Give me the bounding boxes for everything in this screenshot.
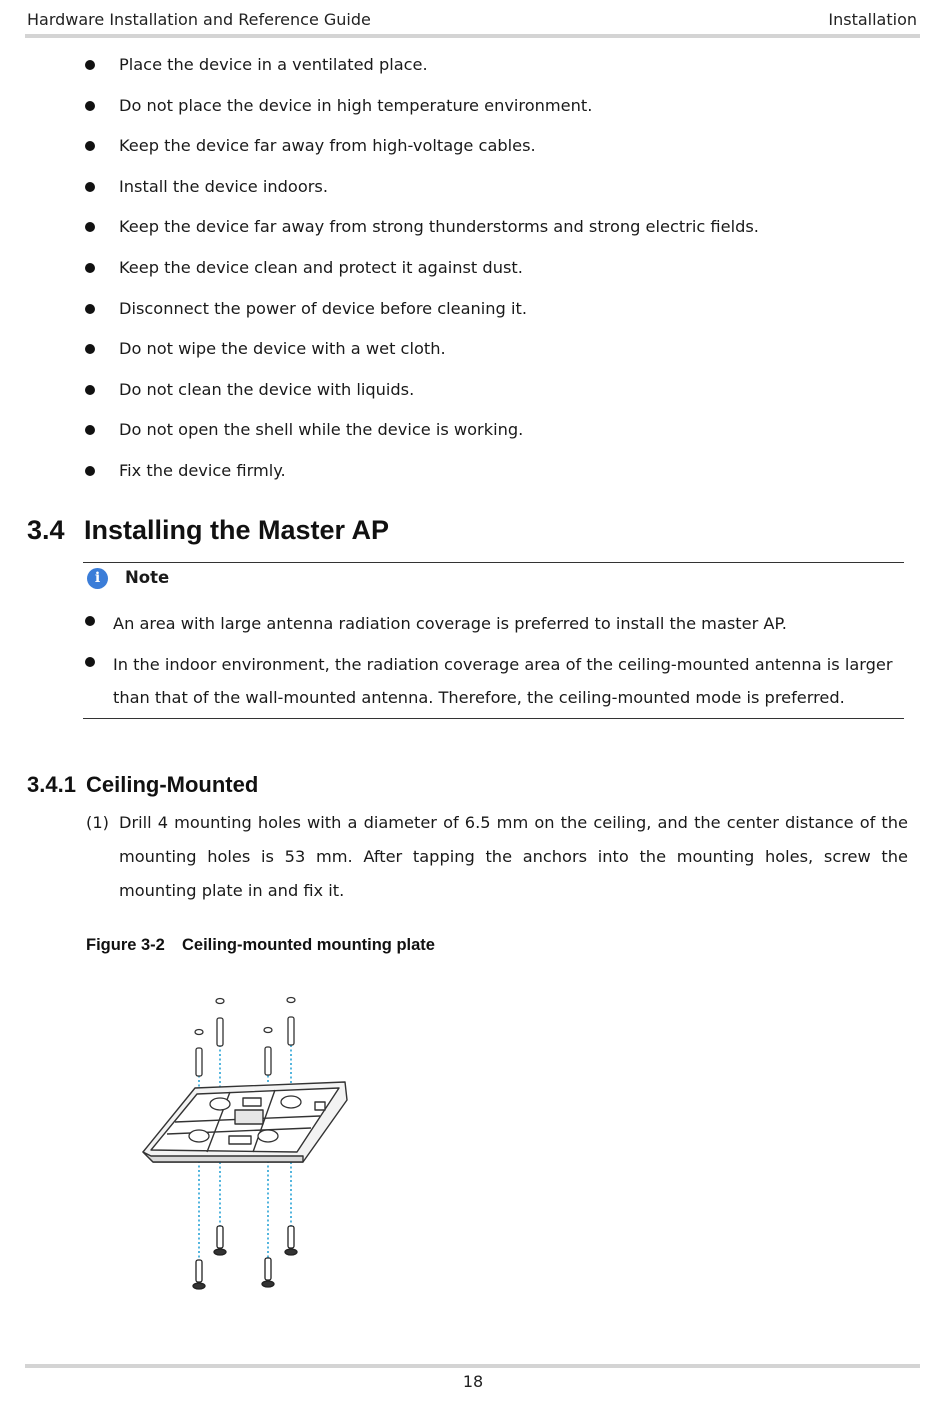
step-text: Drill 4 mounting holes with a diameter of 6.5 mm on the ceiling, and the center distance of the mounting holes is 53 mm. After tapping the anchors into the mounting holes, screw the mounting plate in and fix it. — [119, 813, 908, 900]
note-top-rule — [83, 562, 904, 563]
subsection-heading — [27, 772, 258, 798]
plate-hole — [210, 1098, 230, 1110]
plate-hole — [189, 1130, 209, 1142]
plate-slot — [243, 1098, 261, 1106]
list-item: Install the device indoors. — [85, 175, 915, 216]
anchor — [196, 1048, 202, 1076]
page-number: 18 — [462, 1372, 484, 1391]
subsection-title: Ceiling-Mounted — [86, 772, 259, 797]
anchor — [217, 1018, 223, 1046]
plate-center-block — [235, 1110, 263, 1124]
plate-hole — [281, 1096, 301, 1108]
plate-slot — [315, 1102, 325, 1110]
screw-shank — [265, 1258, 271, 1280]
list-item: Do not place the device in high temperature environment. — [85, 94, 915, 135]
section-number: 3.4 — [27, 515, 65, 545]
bullet-icon — [85, 222, 95, 232]
list-item: Place the device in a ventilated place. — [85, 53, 915, 94]
note-list — [85, 607, 905, 722]
list-item: Keep the device clean and protect it against dust. — [85, 256, 915, 297]
section-title: Installing the Master AP — [84, 515, 390, 545]
screw-shank — [288, 1226, 294, 1248]
anchors — [195, 998, 295, 1077]
screw-head — [262, 1281, 274, 1287]
screw-head — [285, 1249, 297, 1255]
mounting-plate-illustration — [135, 990, 360, 1295]
page-header — [27, 10, 917, 30]
plate-hole — [258, 1130, 278, 1142]
list-item: Disconnect the power of device before cleaning it. — [85, 297, 915, 338]
anchor-cap — [216, 999, 224, 1004]
precautions-list — [85, 53, 915, 500]
bullet-icon — [85, 657, 95, 667]
subsection-number: 3.4.1 — [27, 772, 76, 797]
list-item: Do not clean the device with liquids. — [85, 378, 915, 419]
bullet-icon — [85, 425, 95, 435]
bullet-icon — [85, 344, 95, 354]
list-item: Fix the device firmly. — [85, 459, 915, 500]
bullet-icon — [85, 101, 95, 111]
anchor-cap — [264, 1028, 272, 1033]
footer-divider — [25, 1364, 920, 1368]
info-icon: i — [87, 568, 108, 589]
note-label: Note — [125, 568, 170, 587]
list-item: Keep the device far away from high-voltage cables. — [85, 134, 915, 175]
plate-slot — [229, 1136, 251, 1144]
figure-caption — [86, 936, 435, 955]
step-number: (1) — [86, 813, 109, 832]
mounting-plate — [143, 1082, 347, 1162]
note-bottom-rule — [83, 718, 904, 719]
bullet-icon — [85, 304, 95, 314]
chapter-name: Installation — [828, 10, 917, 29]
anchor-cap — [287, 998, 295, 1003]
screws — [193, 1226, 297, 1289]
bullet-icon — [85, 466, 95, 476]
bullet-icon — [85, 182, 95, 192]
screw-shank — [196, 1260, 202, 1282]
screw-head — [214, 1249, 226, 1255]
list-item: Do not open the shell while the device is working. — [85, 418, 915, 459]
anchor-cap — [195, 1030, 203, 1035]
list-item: Keep the device far away from strong thunderstorms and strong electric fields. — [85, 215, 915, 256]
header-divider — [25, 34, 920, 38]
document-title: Hardware Installation and Reference Guide — [27, 10, 371, 29]
figure-title: Ceiling-mounted mounting plate — [182, 936, 435, 954]
bullet-icon — [85, 385, 95, 395]
anchor — [265, 1047, 271, 1075]
step-item — [86, 806, 908, 908]
list-item: Do not wipe the device with a wet cloth. — [85, 337, 915, 378]
bullet-icon — [85, 141, 95, 151]
screw-shank — [217, 1226, 223, 1248]
figure-number: Figure 3-2 — [86, 936, 165, 954]
note-item: In the indoor environment, the radiation coverage area of the ceiling-mounted antenna is larger than that of the wall-mounted antenna. Therefore, the ceiling-mounted mode is preferred. — [85, 648, 905, 715]
screw-head — [193, 1283, 205, 1289]
bullet-icon — [85, 263, 95, 273]
note-item: An area with large antenna radiation coverage is preferred to install the master AP. — [85, 607, 905, 641]
bullet-icon — [85, 616, 95, 626]
anchor — [288, 1017, 294, 1045]
bullet-icon — [85, 60, 95, 70]
section-heading — [27, 515, 389, 546]
